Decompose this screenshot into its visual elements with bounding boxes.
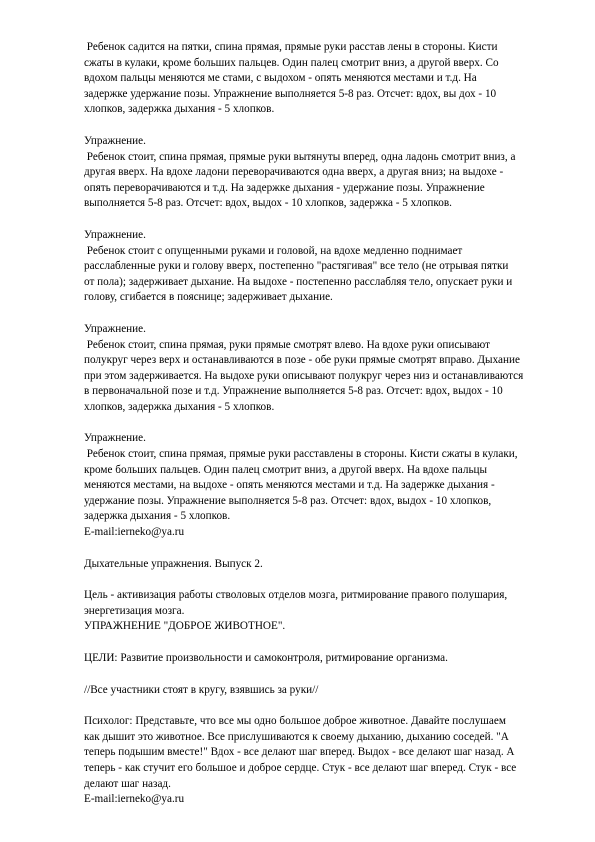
email-line: E-mail:ierneko@ya.ru <box>84 526 185 539</box>
goal-paragraph <box>84 588 564 635</box>
text-line: сжаты в кулаки, кроме больших пальцев. Один палец смотрит вниз, а другой вверх. Со <box>84 56 499 69</box>
exercise-heading: Упражнение. <box>84 228 146 241</box>
text-line: другая вверх. На вдохе ладони переворачиваются одна вверх, а другая вниз; на выдохе - <box>84 166 504 179</box>
text-line: кроме больших пальцев. Один палец смотрит вниз, а другой вверх. На вдохе пальцы <box>84 463 488 476</box>
text-line: от пола); задерживает дыхание. На выдохе - постепенно расслабляя тело, опускает руки и <box>84 275 513 288</box>
text-line: ЦЕЛИ: Развитие произвольности и самоконтроля, ритмирование организма. <box>84 652 448 664</box>
goals-paragraph <box>84 651 564 667</box>
text-line: вдохом пальцы меняются ме стами, с выдохом - опять меняются местами и т.д. На <box>84 72 477 85</box>
text-line: Ребенок стоит, спина прямая, руки прямые смотрят влево. На вдохе руки описывают <box>84 338 491 351</box>
text-line: хлопков, задержка дыхания - 5 хлопков. <box>84 103 275 116</box>
exercise-paragraph <box>84 40 564 118</box>
exercise-heading: Упражнение. <box>84 322 146 335</box>
text-line: полукруг через верх и останавливаются в позе - обе руки прямые смотрят вправо. Дыхание <box>84 354 520 367</box>
text-line: теперь - как стучит его большое и доброе сердце. Стук - все делают шаг вперед. Стук - все <box>84 761 517 774</box>
text-line: Ребенок садится на пятки, спина прямая, прямые руки расстав лены в стороны. Кисти <box>84 41 498 53</box>
text-line: как дышит это животное. Все прислушиваются к своему дыханию, дыханию соседей. "А <box>84 730 509 743</box>
text-line: задержка дыхания - 5 хлопков. <box>84 510 231 523</box>
text-line: голову, сгибается в пояснице; задерживает дыхание. <box>84 291 333 304</box>
exercise-paragraph <box>84 322 564 416</box>
exercise-heading: Упражнение. <box>84 134 146 147</box>
exercise-title: УПРАЖНЕНИЕ "ДОБРОЕ ЖИВОТНОЕ". <box>84 620 286 633</box>
exercise-heading: Упражнение. <box>84 432 146 445</box>
exercise-paragraph <box>84 228 564 306</box>
text-line: Ребенок стоит с опущенными руками и головой, на вдохе медленно поднимает <box>84 244 463 257</box>
text-line: энергетизация мозга. <box>84 604 185 617</box>
text-line: меняются местами, на выдохе - опять меняются местами и т.д. На задержке дыхания - <box>84 479 495 492</box>
text-line: Ребенок стоит, спина прямая, прямые руки вытянуты вперед, одна ладонь смотрит вниз, а <box>84 150 516 163</box>
text-line: при этом задерживается. На выдохе руки описывают полукруг через низ и останавливаются <box>84 369 524 382</box>
psychologist-paragraph <box>84 714 564 808</box>
text-line: хлопков, задержка дыхания - 5 хлопков. <box>84 400 275 413</box>
text-line: расслабленные руки и голову вверх, постепенно "растягивая" все тело (не отрывая пятки <box>84 260 509 273</box>
text-line: Ребенок стоит, спина прямая, прямые руки расставлены в стороны. Кисти сжаты в кулаки, <box>84 448 518 461</box>
text-line: теперь подышим вместе!" Вдох - все делают шаг вперед. Выдох - все делают шаг назад. А <box>84 746 515 759</box>
text-line: Психолог: Представьте, что все мы одно большое доброе животное. Давайте послушаем <box>84 715 506 728</box>
text-line: //Все участники стоят в кругу, взявшись за руки// <box>84 683 319 696</box>
text-line: выполняется 5-8 раз. Отсчет: вдох, выдох - 10 хлопков, задержка - 5 хлопков. <box>84 197 452 210</box>
instruction-paragraph <box>84 683 564 699</box>
text-line: в первоначальной позе и т.д. Упражнение выполняется 5-8 раз. Отсчет: вдох, выдох - 10 <box>84 385 503 398</box>
text-line: Дыхательные упражнения. Выпуск 2. <box>84 557 263 570</box>
email-line: E-mail:ierneko@ya.ru <box>84 793 185 806</box>
exercise-paragraph <box>84 134 564 212</box>
text-line: удержание позы. Упражнение выполняется 5-8 раз. Отсчет: вдох, выдох - 10 хлопков, <box>84 494 492 507</box>
text-line: опять переворачиваются и т.д. На задержке дыхания - удержание позы. Упражнение <box>84 181 485 194</box>
text-line: Цель - активизация работы стволовых отделов мозга, ритмирование правого полушария, <box>84 589 508 602</box>
text-line: делают шаг назад. <box>84 777 171 790</box>
issue-title <box>84 557 564 573</box>
exercise-paragraph <box>84 431 564 540</box>
text-line: задержке удержание позы. Упражнение выполняется 5-8 раз. Отсчет: вдох, вы дох - 10 <box>84 87 497 100</box>
document-body <box>84 40 564 808</box>
